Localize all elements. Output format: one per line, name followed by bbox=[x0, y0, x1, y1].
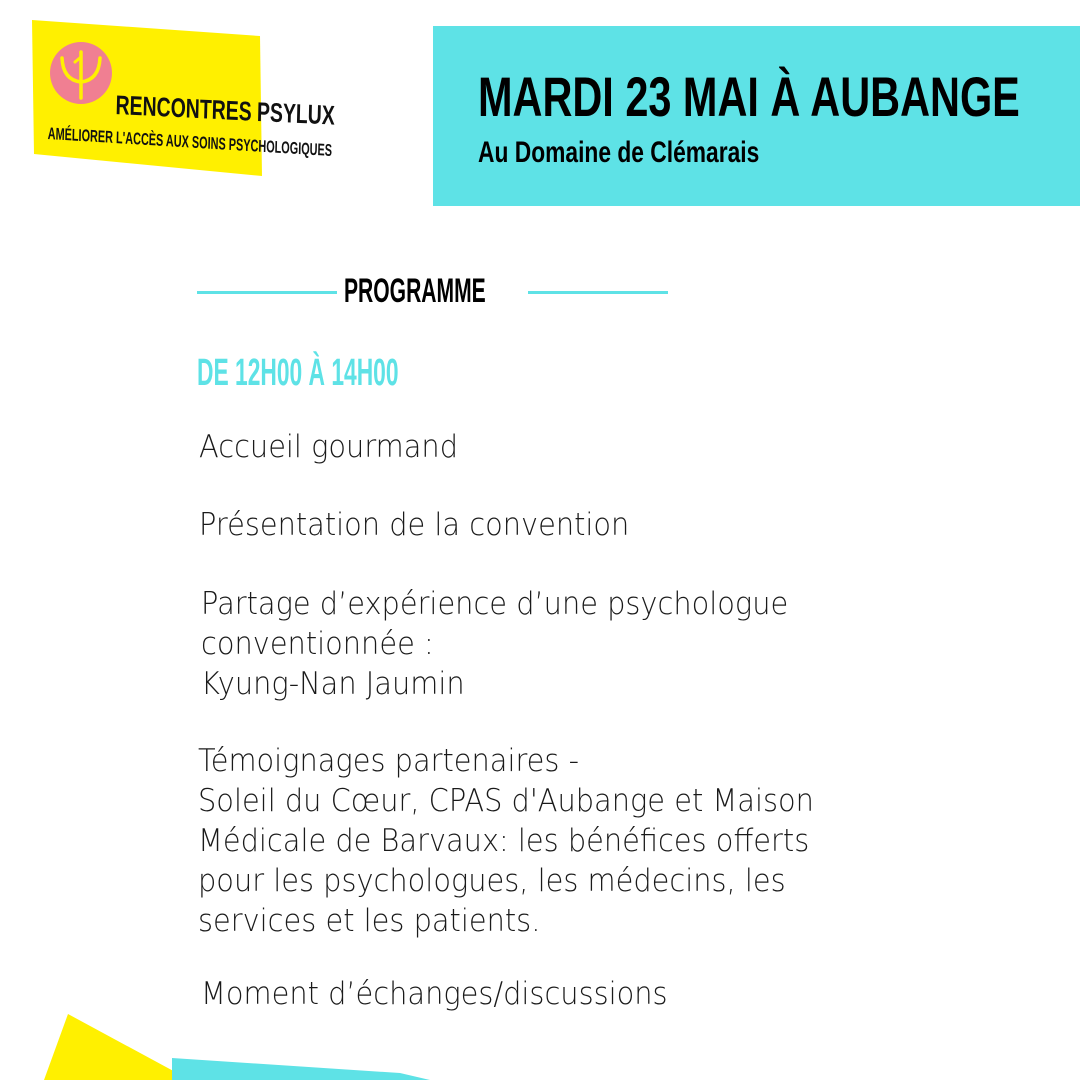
agenda-line: Moment d’échanges/discussions bbox=[201, 976, 668, 1012]
agenda-line: Accueil gourmand bbox=[199, 429, 459, 465]
agenda-line: Kyung-Nan Jaumin bbox=[201, 666, 465, 702]
brand-subtitle: AMÉLIORER L'ACCÈS AUX SOINS PSYCHOLOGIQUES bbox=[47, 124, 333, 161]
programme-title: PROGRAMME bbox=[344, 272, 486, 310]
agenda-line: services et les patients. bbox=[198, 903, 541, 939]
agenda-line: pour les psychologues, les médecins, les bbox=[198, 863, 786, 899]
event-date-title: MARDI 23 MAI À AUBANGE bbox=[478, 65, 1020, 128]
cyan-strip-shape bbox=[172, 1058, 430, 1080]
brand-title: RENCONTRES PSYLUX bbox=[115, 90, 336, 131]
event-venue: Au Domaine de Clémarais bbox=[478, 136, 760, 169]
agenda-line: Partage d’expérience d’une psychologue bbox=[201, 586, 789, 622]
agenda-line: Médicale de Barvaux: les bénéfices offerts bbox=[198, 823, 810, 859]
yellow-triangle-shape bbox=[44, 1014, 190, 1080]
time-slot: DE 12H00 À 14H00 bbox=[197, 352, 399, 394]
agenda-line: Soleil du Cœur, CPAS d'Aubange et Maison bbox=[198, 783, 814, 819]
agenda-line: Témoignages partenaires - bbox=[198, 743, 580, 779]
agenda-line: conventionnée : bbox=[201, 626, 434, 662]
agenda-line: Présentation de la convention bbox=[199, 507, 630, 543]
